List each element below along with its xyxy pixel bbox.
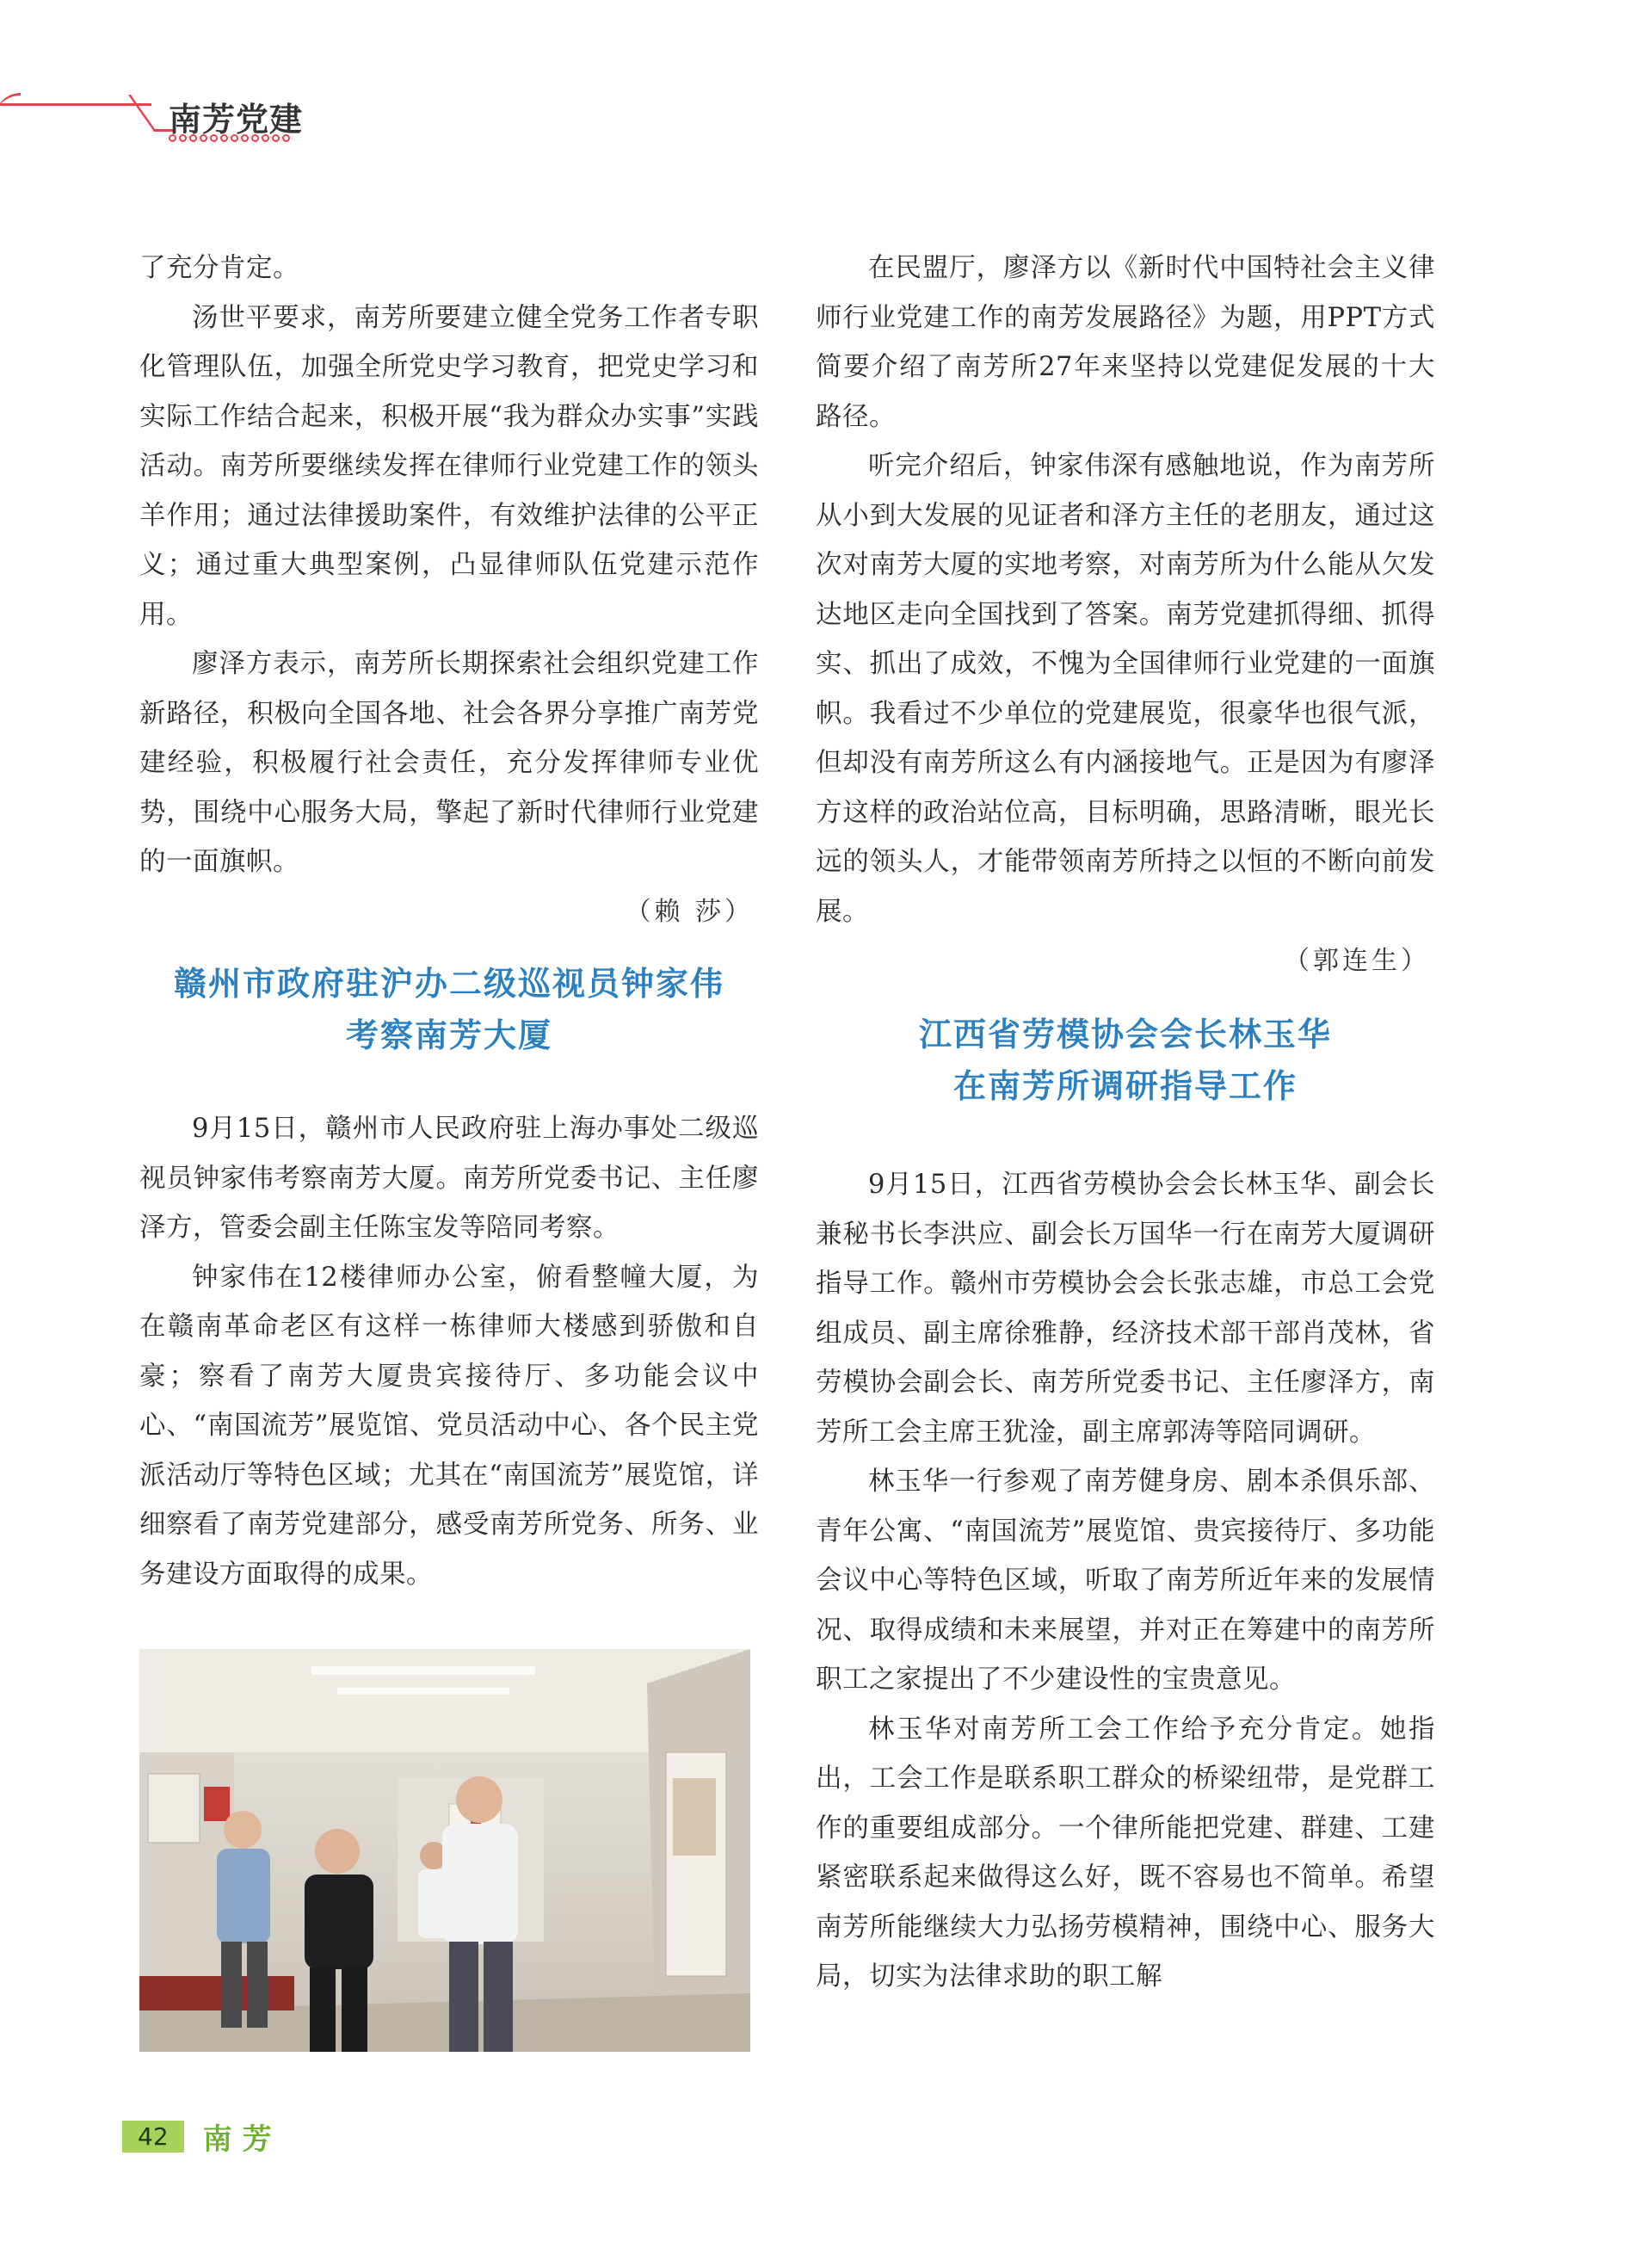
paragraph: 林玉华对南芳所工会工作给予充分肯定。她指出，工会工作是联系职工群众的桥梁纽带，是党群工作的重要组成部分。一个律所能把党建、群建、工建紧密联系起来做得这么好，既不容易也不简单。希望南芳所能继续大力弘扬劳模精神，围绕中心、服务大局，切实为法律求助的职工解: [816, 1714, 1435, 1992]
article-photo: [139, 1649, 750, 2052]
page-footer: [122, 2115, 282, 2158]
right-continued-article: [816, 244, 1435, 985]
paragraph: 钟家伟在12楼律师办公室，俯看整幢大厦，为在赣南革命老区有这样一栋律师大楼感到骄傲和自豪；察看了南芳大厦贵宾接待厅、多功能会议中心、“南国流芳”展览馆、党员活动中心、各个民主党派活动厅等特色区域；尤其在“南国流芳”展览馆，详细察看了南芳党建部分，感受南芳所党务、所务、业务建设方面取得的成果。: [139, 1262, 759, 1590]
paragraph: 了充分肯定。: [139, 253, 299, 283]
paragraph: 廖泽方表示，南芳所长期探索社会组织党建工作新路径，积极向全国各地、社会各界分享推广南芳党建经验，积极履行社会责任，充分发挥律师专业优势，围绕中心服务大局，擎起了新时代律师行业党建的一面旗帜。: [139, 649, 759, 877]
article-title-line1: 赣州市政府驻沪办二级巡视员钟家伟: [173, 965, 724, 1003]
right-article-heading: [816, 1009, 1435, 1112]
paragraph: 9月15日，赣州市人民政府驻上海办事处二级巡视员钟家伟考察南芳大厦。南芳所党委书记、主任廖泽方，管委会副主任陈宝发等陪同考察。: [139, 1114, 759, 1243]
header-dots-decoration: [169, 134, 290, 142]
magazine-name: 南芳: [202, 2122, 282, 2157]
paragraph: 听完介绍后，钟家伟深有感触地说，作为南芳所从小到大发展的见证者和泽方主任的老朋友，通过这次对南芳大厦的实地考察，对南芳所为什么能从欠发达地区走向全国找到了答案。南芳党建抓得细、抓得实、抓出了成效，不愧为全国律师行业党建的一面旗帜。我看过不少单位的党建展览，很豪华也很气派，但却没有南芳所这么有内涵接地气。正是因为有廖泽方这样的政治站位高，目标明确，思路清晰，眼光长远的领头人，才能带领南芳所持之以恒的不断向前发展。: [816, 451, 1435, 927]
header-decoration-arc: [0, 93, 21, 130]
article-title-line2: 考察南芳大厦: [345, 1016, 552, 1054]
section-title: 南芳党建: [169, 101, 304, 139]
author-signature: （郭连生）: [1284, 946, 1430, 976]
left-article-heading: [139, 958, 759, 1061]
article-title-line2: 在南芳所调研指导工作: [952, 1067, 1298, 1105]
paragraph: 汤世平要求，南芳所要建立健全党务工作者专职化管理队伍，加强全所党史学习教育，把党史学习和实际工作结合起来，积极开展“我为群众办实事”实践活动。南芳所要继续发挥在律师行业党建工作的领头羊作用；通过法律援助案件，有效维护法律的公平正义；通过重大典型案例，凸显律师队伍党建示范作用。: [139, 302, 759, 630]
left-article-body: [139, 1104, 759, 1599]
author-signature: （赖 莎）: [625, 896, 754, 927]
paragraph: 林玉华一行参观了南芳健身房、剧本杀俱乐部、青年公寓、“南国流芳”展览馆、贵宾接待厅、多功能会议中心等特色区域，听取了南芳所近年来的发展情况、取得成绩和未来展望，并对正在筹建中的南芳所职工之家提出了不少建设性的宝贵意见。: [816, 1467, 1435, 1695]
header-decoration-line: [0, 103, 151, 106]
left-continued-article: [139, 244, 759, 936]
photo-illustration: [139, 1649, 750, 2052]
paragraph: 在民盟厅，廖泽方以《新时代中国特社会主义律师行业党建工作的南芳发展路径》为题，用PPT方式简要介绍了南芳所27年来坚持以党建促发展的十大路径。: [816, 253, 1435, 432]
paragraph: 9月15日，江西省劳模协会会长林玉华、副会长兼秘书长李洪应、副会长万国华一行在南芳大厦调研指导工作。赣州市劳模协会会长张志雄，市总工会党组成员、副主席徐雅静，经济技术部干部肖茂林，省劳模协会副会长、南芳所党委书记、主任廖泽方，南芳所工会主席王犹淦，副主席郭涛等陪同调研。: [816, 1170, 1435, 1448]
article-title-line1: 江西省劳模协会会长林玉华: [918, 1016, 1332, 1053]
right-article-body: [816, 1160, 1435, 2002]
page-number: 42: [122, 2121, 184, 2152]
